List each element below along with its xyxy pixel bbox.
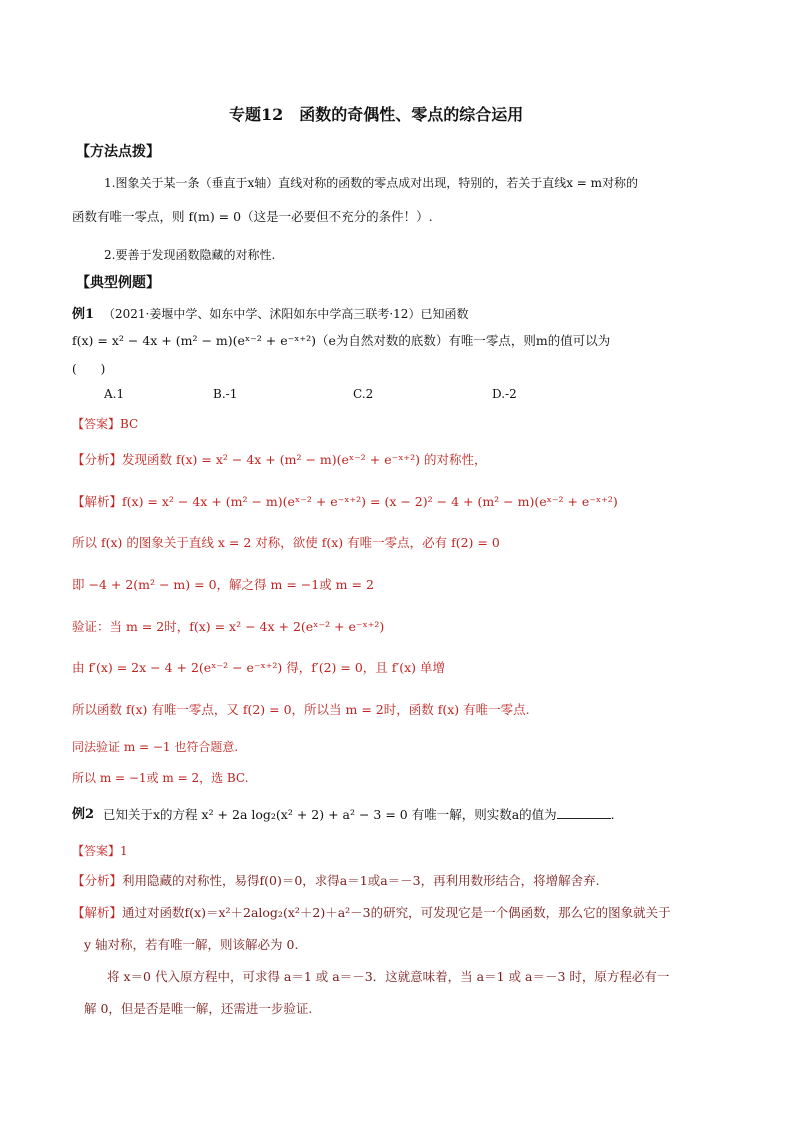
page-title: 专题12 函数的奇偶性、零点的综合运用 xyxy=(229,105,524,124)
method-point-2: 2.要善于发现函数隐藏的对称性. xyxy=(104,248,276,262)
example-1-line-e: 所以函数 f(x) 有唯一零点，又 f(2) = 0，所以当 m = 2时，函数 f(x) 有唯一零点. xyxy=(72,702,530,717)
example-2-solution-line-2: y 轴对称，若有唯一解，则该解必为 0. xyxy=(84,937,299,952)
example-1-line-d: 由 f′(x) = 2x − 4 + 2(eˣ⁻² − e⁻ˣ⁺²) 得，f′(2) = 0，且 f′(x) 单增 xyxy=(72,660,446,675)
section-method-heading: 【方法点拨】 xyxy=(76,144,160,160)
example-2-solution-line-4: 解 0，但是否是唯一解，还需进一步验证. xyxy=(84,1001,313,1016)
example-2-stem: 已知关于x的方程 x² + 2a log₂(x² + 2) + a² − 3 = 0 有唯一解，则实数a的值为 xyxy=(103,807,557,822)
example-1-solution: f(x) = x² − 4x + (m² − m)(eˣ⁻² + e⁻ˣ⁺²) = (x − 2)² − 4 + (m² − m)(eˣ⁻² + e⁻ˣ⁺²) xyxy=(122,494,618,509)
method-point-1-line-1: 1.图象关于某一条（垂直于x轴）直线对称的函数的零点成对出现，特别的，若关于直线x = m对称的 xyxy=(104,176,639,190)
example-1-option-c: C.2 xyxy=(353,387,374,401)
example-1-line-a: 所以 f(x) 的图象关于直线 x = 2 对称，欲使 f(x) 有唯一零点，必有 f(2) = 0 xyxy=(72,535,500,550)
example-1-line-b: 即 −4 + 2(m² − m) = 0，解之得 m = −1或 m = 2 xyxy=(72,577,374,592)
example-2-solution-line-3: 将 x＝0 代入原方程中，可求得 a＝1 或 a＝－3．这就意味着，当 a＝1 或 a＝－3 时，原方程必有一 xyxy=(107,969,670,984)
example-1-analysis: 发现函数 f(x) = x² − 4x + (m² − m)(eˣ⁻² + e⁻ˣ⁺²) 的对称性， xyxy=(122,452,487,467)
example-1-solution-tag: 【解析】 xyxy=(72,494,123,509)
example-1-source: （2021·姜堰中学、如东中学、沭阳如东中学高三联考·12）已知函数 xyxy=(103,307,469,321)
example-1-analysis-tag: 【分析】 xyxy=(72,452,123,467)
example-1-line-f: 同法验证 m = −1 也符合题意. xyxy=(72,740,239,754)
example-1-answer-tag: 【答案】 xyxy=(72,417,121,431)
example-2-analysis-tag: 【分析】 xyxy=(72,873,123,888)
example-2-answer-blank xyxy=(557,808,611,819)
section-examples-heading: 【典型例题】 xyxy=(76,275,160,291)
example-2-solution-line-1: 通过对函数f(x)＝x²＋2alog₂(x²＋2)＋a²－3的研究，可发现它是一个偶函数，那么它的图象就关于 xyxy=(122,905,671,920)
example-1-option-d: D.-2 xyxy=(492,387,517,401)
example-1-line-c: 验证：当 m = 2时，f(x) = x² − 4x + 2(eˣ⁻² + e⁻ˣ⁺²) xyxy=(72,619,385,634)
example-1-line-g: 所以 m = −1或 m = 2，选 BC. xyxy=(72,771,249,785)
example-2-stem-end: . xyxy=(610,807,615,822)
example-2-solution-tag: 【解析】 xyxy=(72,905,123,920)
example-1-option-a: A.1 xyxy=(104,387,125,401)
method-point-1-line-2: 函数有唯一零点，则 f(m) = 0（这是一必要但不充分的条件！）. xyxy=(72,209,433,224)
example-1-paren: ( ) xyxy=(72,362,106,376)
example-1-option-b: B.-1 xyxy=(213,387,238,401)
example-1-answer: BC xyxy=(120,417,139,431)
example-2-answer: 1 xyxy=(120,844,128,858)
example-2-label: 例2 xyxy=(72,807,95,822)
example-1-stem: f(x) = x² − 4x + (m² − m)(eˣ⁻² + e⁻ˣ⁺²)（e为自然对数的底数）有唯一零点，则m的值可以为 xyxy=(72,333,611,348)
example-2-analysis: 利用隐藏的对称性，易得f(0)＝0，求得a＝1或a＝－3，再利用数形结合，将增解舍弃. xyxy=(122,873,600,888)
example-1-label: 例1 xyxy=(72,307,95,322)
example-2-answer-tag: 【答案】 xyxy=(72,844,121,858)
